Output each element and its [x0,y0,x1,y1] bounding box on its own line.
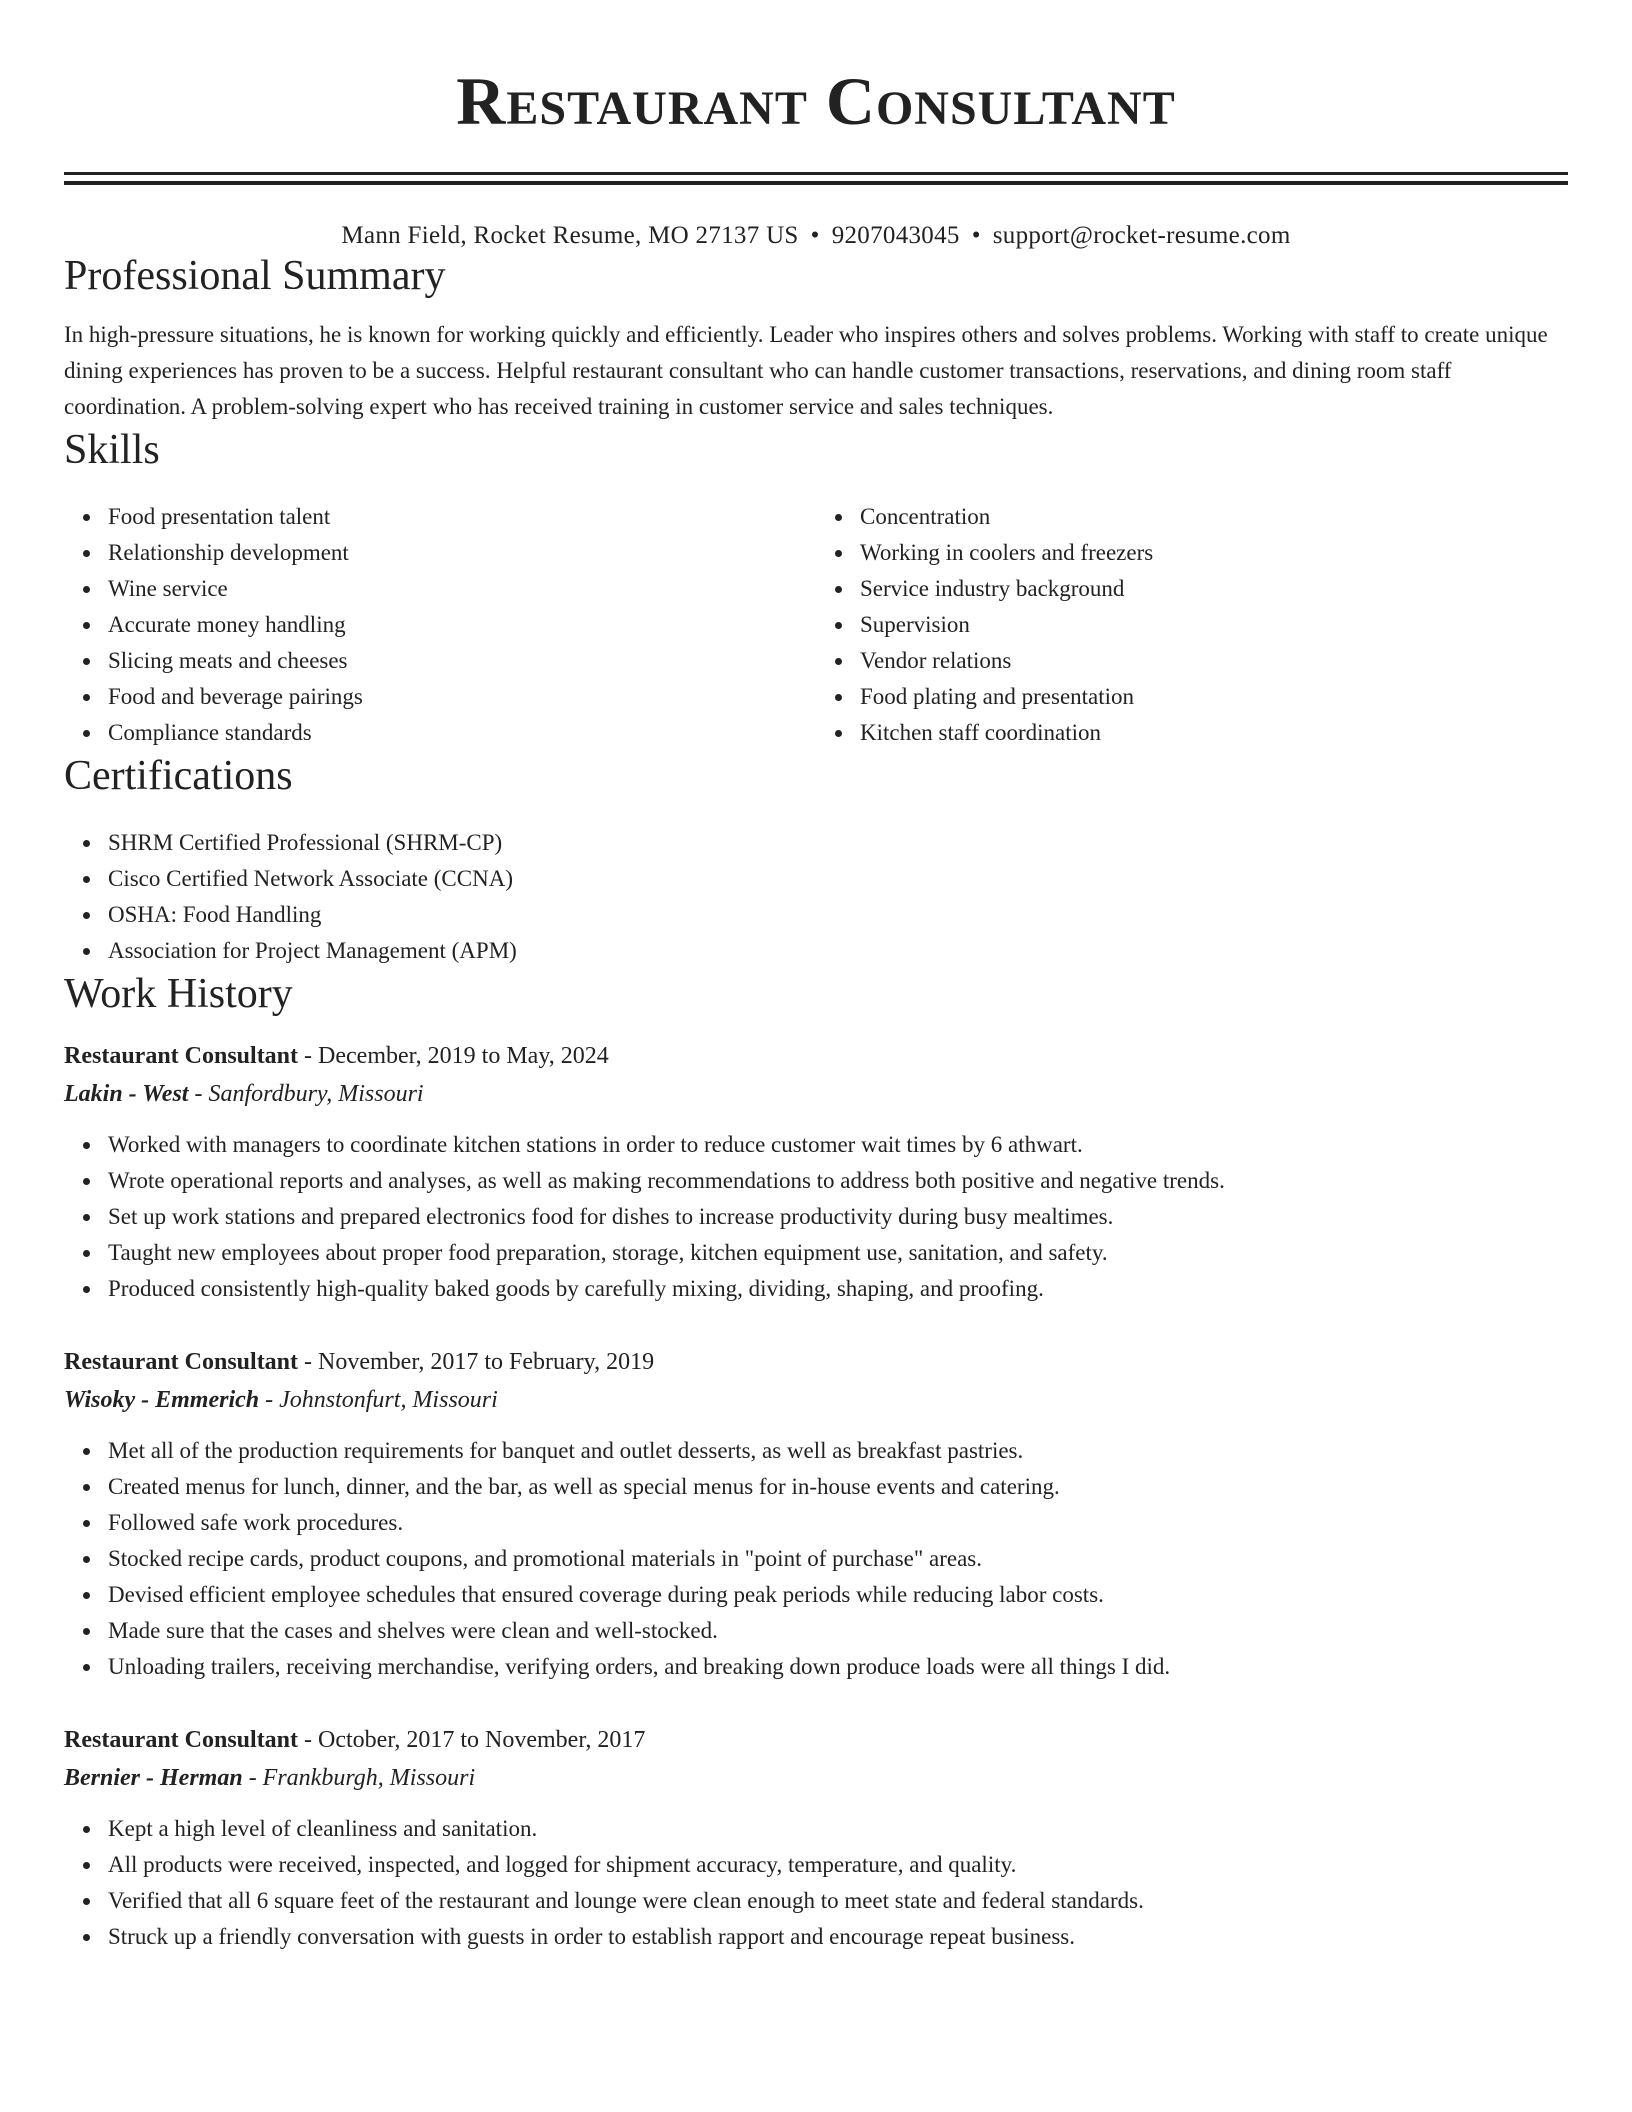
summary-text: In high-pressure situations, he is known for working quickly and efficiently. Leader who inspires others and solves problems. Working with staff to create unique dining experiences has proven to be a success. Helpful restaurant consultant who can handle customer transactions, reservations, and dining room staff coordination. A problem-solving expert who has received training in customer service and sales techniques. [64,322,1548,419]
contact-address: Mann Field, Rocket Resume, MO 27137 US [341,222,799,249]
skill-item: Vendor relations [860,643,1568,679]
skill-item: Food presentation talent [108,499,816,535]
work-history-section [64,969,1568,1955]
skill-item: Relationship development [108,535,816,571]
work-history-heading: Work History [64,971,293,1017]
job-header [64,1037,1568,1075]
job-dates: - December, 2019 to May, 2024 [298,1043,609,1069]
skill-item: Working in coolers and freezers [860,535,1568,571]
job-bullet: Worked with managers to coordinate kitchen stations in order to reduce customer wait times by 6 athwart. [108,1127,1568,1163]
certifications-list [64,825,1568,969]
job-company: Wisoky - Emmerich [64,1387,260,1413]
contact-phone: 9207043045 [831,222,960,249]
skill-item: Food plating and presentation [860,679,1568,715]
job-bullet: Stocked recipe cards, product coupons, and promotional materials in "point of purchase" areas. [108,1541,1568,1577]
certification-item: Association for Project Management (APM) [108,933,1568,969]
job-role: Restaurant Consultant [64,1727,299,1753]
resume-title: Restaurant Consultant [456,63,1176,139]
job-bullet: Set up work stations and prepared electronics food for dishes to increase productivity during busy mealtimes. [108,1199,1568,1235]
skill-item: Kitchen staff coordination [860,715,1568,751]
job-bullet: Produced consistently high-quality baked goods by carefully mixing, dividing, shaping, and proofing. [108,1271,1568,1307]
certification-item: OSHA: Food Handling [108,897,1568,933]
job-header [64,1721,1568,1759]
job-bullet: Devised efficient employee schedules that ensured coverage during peak periods while reducing labor costs. [108,1577,1568,1613]
job-company-line [64,1075,1568,1113]
skill-item: Slicing meats and cheeses [108,643,816,679]
job-bullet: Taught new employees about proper food preparation, storage, kitchen equipment use, sanitation, and safety. [108,1235,1568,1271]
job-company-line [64,1381,1568,1419]
job-bullets [64,1433,1568,1685]
job-company: Lakin - West [64,1081,189,1107]
professional-summary-section [64,251,1568,425]
job-dates: - October, 2017 to November, 2017 [298,1727,646,1753]
contact-separator: • [810,222,820,249]
summary-heading: Professional Summary [64,253,446,299]
job-bullet: All products were received, inspected, and logged for shipment accuracy, temperature, and quality. [108,1847,1568,1883]
job-bullet: Met all of the production requirements for banquet and outlet desserts, as well as breakfast pastries. [108,1433,1568,1469]
job-company-line [64,1759,1568,1797]
skills-list-left [64,499,816,751]
job-header [64,1343,1568,1381]
contact-email: support@rocket-resume.com [992,222,1291,249]
job-bullets [64,1811,1568,1955]
job-bullet: Followed safe work procedures. [108,1505,1568,1541]
job-entry [64,1343,1568,1685]
certifications-section [64,751,1568,969]
certification-item: Cisco Certified Network Associate (CCNA) [108,861,1568,897]
skill-item: Food and beverage pairings [108,679,816,715]
skill-item: Service industry background [860,571,1568,607]
certifications-heading: Certifications [64,753,293,799]
job-entry [64,1721,1568,1955]
skill-item: Compliance standards [108,715,816,751]
skills-heading: Skills [64,427,160,473]
job-bullet: Made sure that the cases and shelves were clean and well-stocked. [108,1613,1568,1649]
skill-item: Accurate money handling [108,607,816,643]
skill-item: Concentration [860,499,1568,535]
title-divider-bottom [64,181,1568,185]
job-bullets [64,1127,1568,1307]
job-location: - Frankburgh, Missouri [242,1765,476,1791]
skills-list-right [816,499,1568,751]
skill-item: Wine service [108,571,816,607]
job-bullet: Kept a high level of cleanliness and sanitation. [108,1811,1568,1847]
job-bullet: Wrote operational reports and analyses, as well as making recommendations to address both positive and negative trends. [108,1163,1568,1199]
job-company: Bernier - Herman [64,1765,243,1791]
job-location: - Sanfordbury, Missouri [188,1081,424,1107]
certification-item: SHRM Certified Professional (SHRM-CP) [108,825,1568,861]
job-dates: - November, 2017 to February, 2019 [298,1349,655,1375]
job-role: Restaurant Consultant [64,1349,299,1375]
job-entry [64,1037,1568,1307]
contact-separator: • [971,222,981,249]
contact-line [64,221,1568,251]
title-divider-top [64,172,1568,175]
job-bullet: Unloading trailers, receiving merchandise, verifying orders, and breaking down produce loads were all things I did. [108,1649,1568,1685]
skill-item: Supervision [860,607,1568,643]
job-bullet: Verified that all 6 square feet of the restaurant and lounge were clean enough to meet state and federal standards. [108,1883,1568,1919]
job-bullet: Struck up a friendly conversation with guests in order to establish rapport and encourage repeat business. [108,1919,1568,1955]
job-location: - Johnstonfurt, Missouri [259,1387,498,1413]
skills-section [64,425,1568,751]
skills-columns [64,499,1568,751]
job-role: Restaurant Consultant [64,1043,299,1069]
job-bullet: Created menus for lunch, dinner, and the bar, as well as special menus for in-house events and catering. [108,1469,1568,1505]
